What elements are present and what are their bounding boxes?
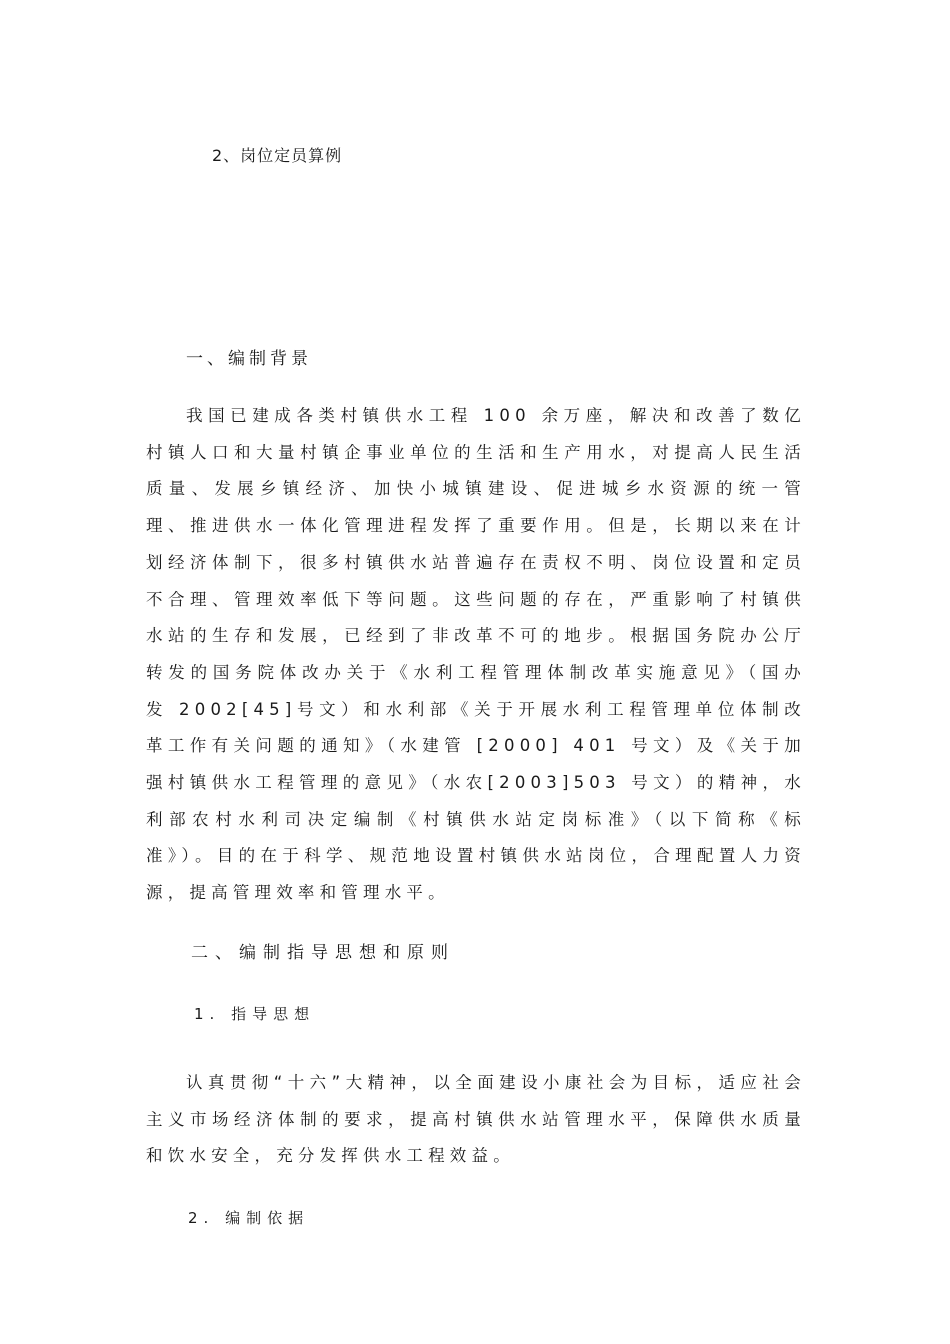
section-heading-principles: 二、编制指导思想和原则 — [191, 943, 455, 963]
toc-item: 2、岗位定员算例 — [212, 146, 343, 165]
subheading-guiding-thought: 1. 指导思想 — [194, 1005, 316, 1023]
section-heading-background: 一、编制背景 — [186, 349, 312, 369]
guiding-thought-paragraph: 认真贯彻“十六”大精神，以全面建设小康社会为目标，适应社会主义市场经济体制的要求，提高村镇供水站管理水平，保障供水质量和饮水安全，充分发挥供水工程效益。 — [146, 1073, 806, 1166]
subheading-basis: 2. 编制依据 — [188, 1209, 310, 1227]
background-paragraph: 我国已建成各类村镇供水工程 100 余万座，解决和改善了数亿村镇人口和大量村镇企事业单位的生活和生产用水，对提高人民生活质量、发展乡镇经济、加快小城镇建设、促进城乡水资源的统一管理、推进供水一体化管理进程发挥了重要作用。但是，长期以来在计划经济体制下，很多村镇供水站普遍存在责权不明、岗位设置和定员不合理、管理效率低下等问题。这些问题的存在，严重影响了村镇供水站的生存和发展，已经到了非改革不可的地步。根据国务院办公厅转发的国务院体改办关于《水利工程管理体制改革实施意见》（国办发 2002[45]号文）和水利部《关于开展水利工程管理单位体制改革工作有关问题的通知》（水建管 [2000] 401 号文）及《关于加强村镇供水工程管理的意见》（水农[2003]503 号文）的精神，水利部农村水利司决定编制《村镇供水站定岗标准》（以下简称《标准》）。目的在于科学、规范地设置村镇供水站岗位，合理配置人力资源，提高管理效率和管理水平。 — [146, 406, 806, 903]
